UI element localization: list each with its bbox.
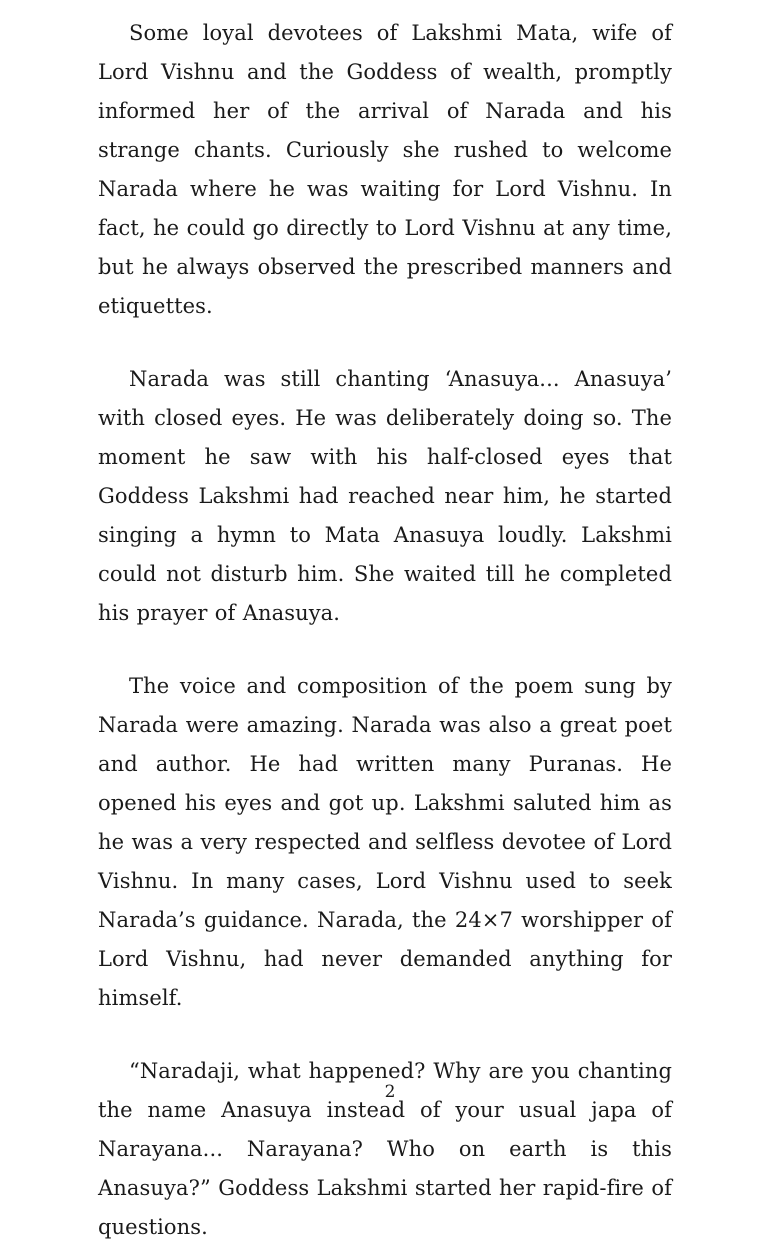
paragraph-4: “Naradaji, what happened? Why are you chanting the name Anasuya instead of your usual japa of Narayana... Narayana? Who on earth is this Anasuya?” Goddess Lakshmi started her rapid-fire of questions. xyxy=(98,1059,672,1239)
paragraph-3: The voice and composition of the poem sung by Narada were amazing. Narada was also a great poet and author. He had written many Puranas. He opened his eyes and got up. Lakshmi saluted him as he was a very respected and selfless devotee of Lord Vishnu. In many cases, Lord Vishnu used to seek Narada’s guidance. Narada, the 24×7 worshipper of Lord Vishnu, had never demanded anything for himself. xyxy=(98,674,672,1010)
body-text xyxy=(98,14,672,1247)
paragraph-2: Narada was still chanting ‘Anasuya... Anasuya’ with closed eyes. He was deliberately doing so. The moment he saw with his half-closed eyes that Goddess Lakshmi had reached near him, he started singing a hymn to Mata Anasuya loudly. Lakshmi could not disturb him. She waited till he completed his prayer of Anasuya. xyxy=(98,367,672,625)
page-number: 2 xyxy=(384,1082,396,1102)
paragraph-1: Some loyal devotees of Lakshmi Mata, wife of Lord Vishnu and the Goddess of wealth, promptly informed her of the arrival of Narada and his strange chants. Curiously she rushed to welcome Narada where he was waiting for Lord Vishnu. In fact, he could go directly to Lord Vishnu at any time, but he always observed the prescribed manners and etiquettes. xyxy=(98,21,672,318)
